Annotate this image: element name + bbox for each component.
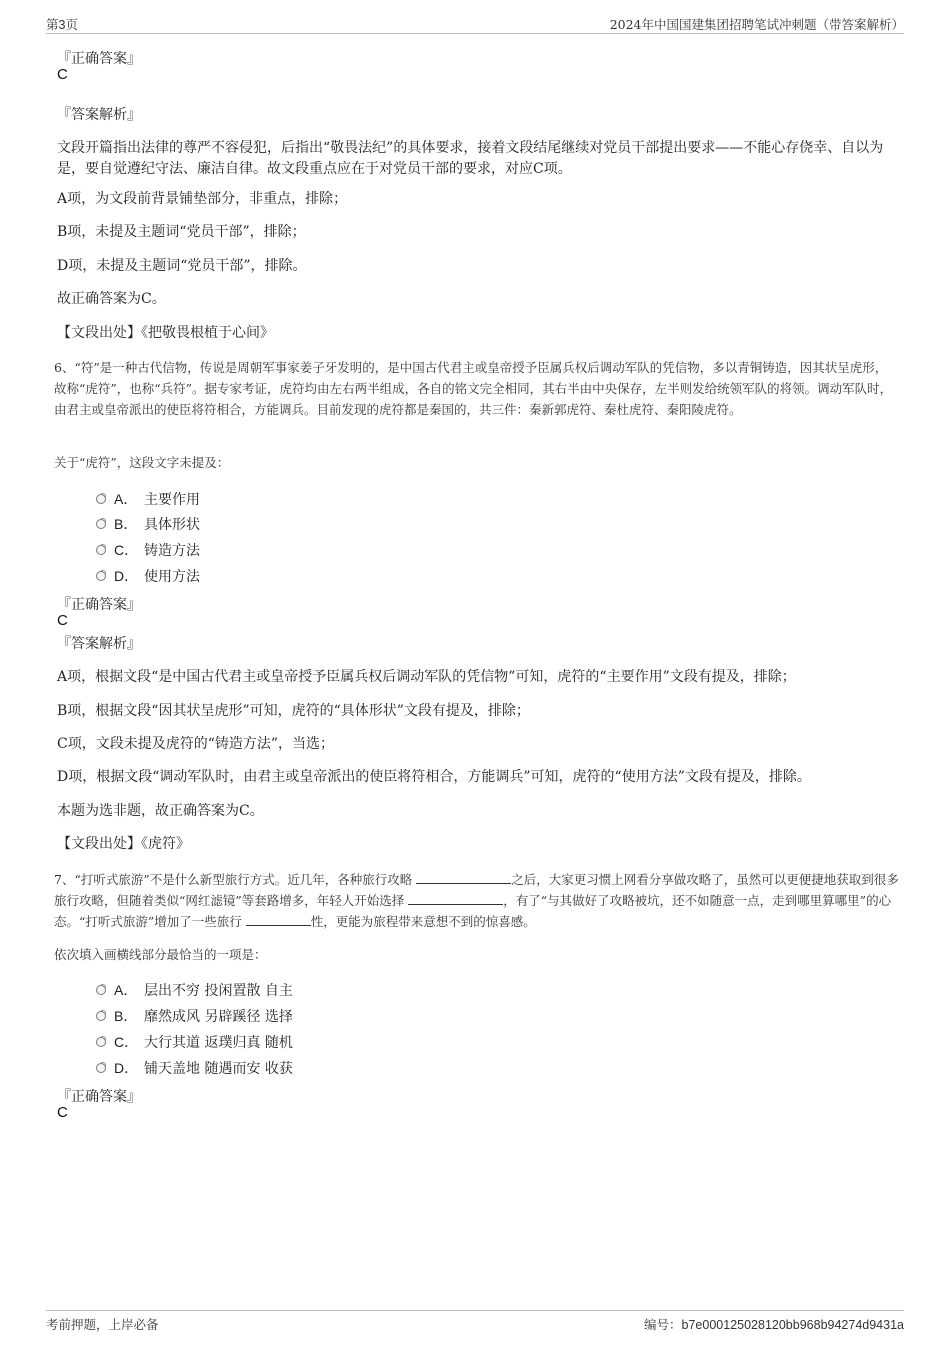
radio-icon[interactable] bbox=[96, 571, 106, 581]
radio-icon[interactable] bbox=[96, 985, 106, 995]
q5-analysis-line-a: A项，为文段前背景铺垫部分，非重点，排除； bbox=[57, 191, 348, 207]
q6-answer-label: 『正确答案』 bbox=[57, 597, 141, 613]
q6-source: 【文段出处】《虎符》 bbox=[57, 836, 190, 852]
q5-analysis-label: 『答案解析』 bbox=[57, 107, 141, 123]
radio-icon[interactable] bbox=[96, 519, 106, 529]
q6-question: 关于“虎符”，这段文字未提及： bbox=[54, 455, 230, 470]
q7-question: 依次填入画横线部分最恰当的一项是： bbox=[54, 947, 267, 962]
radio-icon[interactable] bbox=[96, 1011, 106, 1021]
q6-analysis-line-d: D项，根据文段“调动军队时，由君主或皇帝派出的使臣将符相合，方能调兵”可知，虎符的“使用方法”文段有提及，排除。 bbox=[57, 769, 811, 785]
q5-analysis-line-b: B项，未提及主题词“党员干部”，排除； bbox=[57, 224, 306, 240]
q6-analysis-label: 『答案解析』 bbox=[57, 636, 141, 652]
q5-analysis-paragraph: 文段开篇指出法律的尊严不容侵犯，后指出“敬畏法纪”的具体要求，接着文段结尾继续对党员干部提出要求——不能心存侥幸、自以为是，要自觉遵纪守法、廉洁自律。故文段重点应在于对党员干部的要求，对应C项。 bbox=[57, 140, 884, 177]
q5-answer: C bbox=[57, 66, 68, 83]
page-header bbox=[46, 13, 904, 34]
q6-stem: 6、“符”是一种古代信物，传说是周朝军事家姜子牙发明的，是中国古代君主或皇帝授予臣属兵权后调动军队的凭信物，多以青铜铸造，因其状呈虎形，故称“虎符”，也称“兵符”。据专家考证，虎符均由左右两半组成，各自的铭文完全相同，其右半由中央保存，左半则发给统领军队的将领。调动军队时，由君主或皇帝派出的使臣将符相合，方能调兵。目前发现的虎符都是秦国的，共三件：秦新郭虎符、秦杜虎符、秦阳陵虎符。 bbox=[54, 360, 893, 417]
q6-conclusion: 本题为选非题，故正确答案为C。 bbox=[57, 803, 264, 819]
q7-stem: 7、“打听式旅游”不是什么新型旅行方式。近几年，各种旅行攻略 之后，大家更习惯上网看分享做攻略了，虽然可以更便捷地获取到很多旅行攻略，但随着类似“网红滤镜”等套路增多，年轻人开始选择 ，有了“与其做好了攻略被坑，还不如随意一点，走到哪里算哪里”的心态。“打听式旅游”增加了一些旅行 性，更能为旅程带来意想不到的惊喜感。 bbox=[54, 872, 899, 929]
q6-answer: C bbox=[57, 612, 68, 629]
q5-conclusion: 故正确答案为C。 bbox=[57, 291, 166, 307]
radio-icon[interactable] bbox=[96, 494, 106, 504]
q5-analysis-line-d: D项，未提及主题词“党员干部”，排除。 bbox=[57, 258, 307, 274]
radio-icon[interactable] bbox=[96, 1063, 106, 1073]
page-footer bbox=[46, 1310, 904, 1335]
q7-answer-label: 『正确答案』 bbox=[57, 1089, 141, 1105]
radio-icon[interactable] bbox=[96, 1037, 106, 1047]
q7-blank-1 bbox=[416, 871, 511, 884]
q5-source: 【文段出处】《把敬畏根植于心间》 bbox=[57, 325, 274, 341]
footer-slogan: 考前押题，上岸必备 bbox=[46, 1317, 159, 1332]
q6-analysis-line-a: A项，根据文段“是中国古代君主或皇帝授予臣属兵权后调动军队的凭信物”可知，虎符的“主要作用”文段有提及，排除； bbox=[57, 669, 796, 685]
radio-icon[interactable] bbox=[96, 545, 106, 555]
page-number: 第3页 bbox=[46, 18, 78, 32]
q7-blank-3 bbox=[246, 913, 311, 926]
q5-answer-label: 『正确答案』 bbox=[57, 51, 141, 67]
q7-answer: C bbox=[57, 1104, 68, 1121]
q7-blank-2 bbox=[408, 892, 503, 905]
document-title: 2024年中国国建集团招聘笔试冲刺题（带答案解析） bbox=[609, 17, 904, 32]
q6-analysis-line-b: B项，根据文段“因其状呈虎形”可知，虎符的“具体形状”文段有提及，排除； bbox=[57, 703, 530, 719]
q6-analysis-line-c: C项，文段未提及虎符的“铸造方法”，当选； bbox=[57, 736, 335, 752]
footer-code: 编号：b7e000125028120bb968b94274d9431a bbox=[644, 1317, 904, 1332]
